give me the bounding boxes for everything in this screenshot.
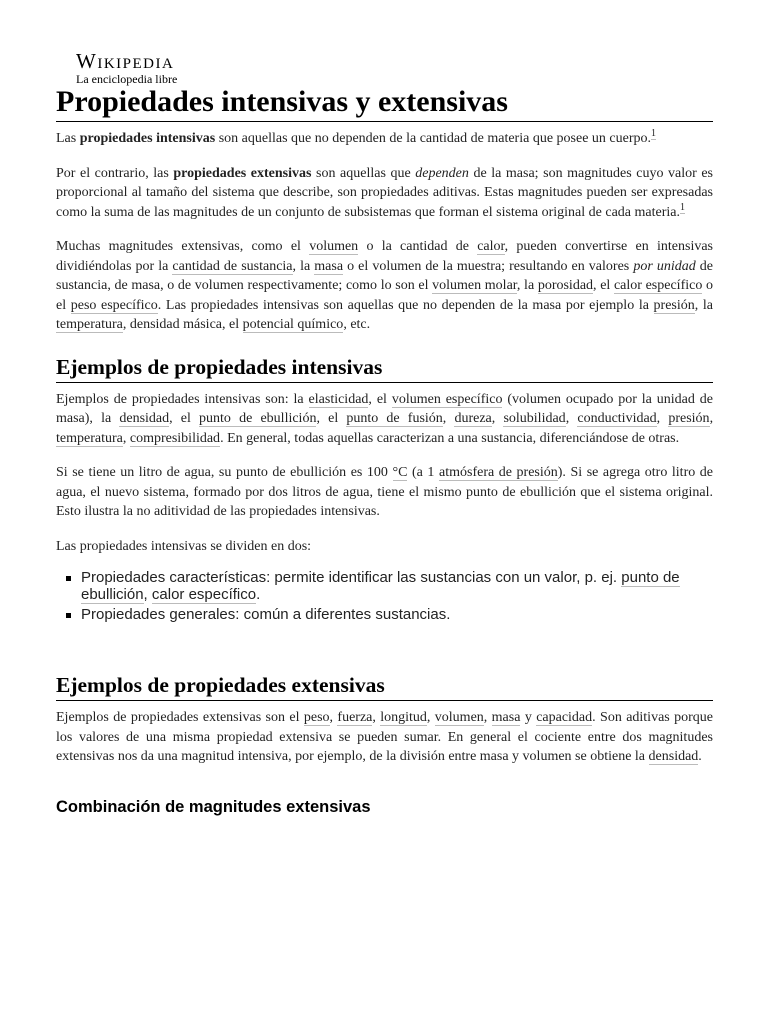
text: son aquellas que <box>311 165 416 181</box>
paragraph-division: Las propiedades intensivas se dividen en dos: <box>56 538 312 554</box>
text: Si se tiene un litro de agua, su punto de ebullición es 100 <box>56 465 393 480</box>
text: ). Si se agrega otro litro de agua, el nuevo sistema, formado por dos litros de agua, tiene el mismo punto de ebullición que el sistema original. Esto ilustra la no aditividad de las propiedades intensivas. <box>56 465 714 519</box>
bold-term: propiedades extensivas <box>173 165 312 181</box>
link-densidad[interactable]: densidad <box>119 411 170 426</box>
link-volumen[interactable]: volumen <box>434 710 484 725</box>
text: , <box>122 430 130 446</box>
text: , <box>709 411 714 426</box>
link-potencial-quimico[interactable]: potencial químico <box>242 317 344 332</box>
paragraph-intro <box>56 129 713 149</box>
intensive-types-list <box>56 569 713 623</box>
text: , el <box>593 278 614 293</box>
logo-wordmark: Wikipedia <box>76 49 175 73</box>
link-elasticidad[interactable]: elasticidad <box>308 391 369 407</box>
reference-link[interactable]: 1 <box>680 201 685 213</box>
text: y <box>520 710 537 725</box>
reference-link[interactable]: 1 <box>651 128 656 140</box>
link-calor-especifico[interactable]: calor específico <box>613 278 703 293</box>
text: , <box>491 411 504 426</box>
text: son aquellas que no dependen de la cantidad de materia que posee un cuerpo. <box>215 131 651 146</box>
link-solubilidad[interactable]: solubilidad <box>503 411 566 426</box>
text: , <box>372 710 381 725</box>
italic-term: por unidad <box>633 258 696 274</box>
text: , <box>656 411 669 426</box>
text: Las <box>56 131 80 146</box>
link-conductividad[interactable]: conductividad <box>577 411 657 426</box>
link-temperatura[interactable]: temperatura <box>56 430 123 446</box>
link-longitud[interactable]: longitud <box>380 710 427 725</box>
link-grado-celsius[interactable]: °C <box>392 465 408 480</box>
link-densidad[interactable]: densidad <box>648 749 699 764</box>
link-masa[interactable]: masa <box>491 710 521 725</box>
text: , el <box>316 411 347 426</box>
wikipedia-logo[interactable] <box>76 50 177 86</box>
link-punto-de-fusion[interactable]: punto de fusión <box>346 411 443 426</box>
logo-tagline: La enciclopedia libre <box>76 72 178 86</box>
link-presion[interactable]: presión <box>668 411 710 426</box>
text: , la <box>292 258 315 274</box>
paragraph-intensive-examples <box>56 390 713 449</box>
text: . En general, todas aquellas caracterizan a una sustancia, diferenciándose de otras. <box>220 430 680 446</box>
text: , el <box>368 391 392 407</box>
link-temperatura[interactable]: temperatura <box>56 317 123 332</box>
text: , etc. <box>343 317 371 332</box>
paragraph-extensive-examples <box>56 708 713 767</box>
link-peso[interactable]: peso <box>303 710 330 725</box>
text: de la masa; son magnitudes cuyo valor es proporcional al tamaño del sistema que describe, son propiedades aditivas. Estas magnitudes pueden ser expresadas como la suma de las magnitudes de un conjunto de subsistemas que forman el sistema original de cada materia. <box>56 165 713 220</box>
link-punto-de-ebullicion[interactable]: punto de ebullición <box>199 411 317 426</box>
text: . Son aditivas porque los valores de una misma propiedad extensiva se pueden sumar. En general el cociente entre dos magnitudes extensivas nos da una magnitud intensiva, por ejemplo, de la división entre masa y volumen se obtiene la <box>56 710 713 764</box>
text: Propiedades características: permite identificar las sustancias con un valor, p. ej. <box>81 569 622 586</box>
article-content <box>56 84 713 818</box>
text: , la <box>694 297 713 313</box>
paragraph-conversion <box>56 237 713 335</box>
text: Muchas magnitudes extensivas, como el <box>56 239 310 254</box>
text: . <box>256 586 261 603</box>
link-masa[interactable]: masa <box>314 258 344 274</box>
italic-term: dependen <box>415 165 469 181</box>
link-punto-de-ebullicion[interactable]: punto de ebullición <box>81 569 680 603</box>
page-title: Propiedades intensivas y extensivas <box>56 84 713 122</box>
text: , <box>565 411 578 426</box>
link-dureza[interactable]: dureza <box>454 411 492 426</box>
text: o la cantidad de <box>358 239 478 254</box>
link-volumen-molar[interactable]: volumen molar <box>432 278 517 293</box>
text: Ejemplos de propiedades extensivas son el <box>56 710 304 725</box>
text: , <box>329 710 338 725</box>
text: Por el contrario, las <box>56 165 174 181</box>
text: o el <box>56 278 714 313</box>
link-cantidad-de-sustancia[interactable]: cantidad de sustancia <box>172 258 293 274</box>
text: , el <box>169 411 200 426</box>
text: , <box>442 411 455 426</box>
link-capacidad[interactable]: capacidad <box>536 710 593 725</box>
link-porosidad[interactable]: porosidad <box>537 278 594 293</box>
list-item: Propiedades generales: común a diferentes sustancias. <box>81 606 713 623</box>
text: , la <box>516 278 538 293</box>
link-volumen-especifico[interactable]: volumen específico <box>391 391 503 407</box>
link-fuerza[interactable]: fuerza <box>337 710 373 725</box>
section-heading-extensivas: Ejemplos de propiedades extensivas <box>56 672 713 701</box>
link-volumen[interactable]: volumen <box>309 239 359 254</box>
text: Ejemplos de propiedades intensivas son: la <box>56 391 309 407</box>
text: , <box>143 586 152 603</box>
link-calor[interactable]: calor <box>477 239 505 254</box>
link-presion[interactable]: presión <box>653 297 695 313</box>
text: . <box>698 749 702 764</box>
paragraph-water-example <box>56 463 713 522</box>
text: (a 1 <box>407 465 439 480</box>
text: (volumen ocupado por la unidad de masa), la <box>56 391 713 426</box>
text: , <box>483 710 492 725</box>
link-compresibilidad[interactable]: compresibilidad <box>129 430 221 446</box>
text: , <box>426 710 435 725</box>
link-peso-especifico[interactable]: peso específico <box>70 297 158 313</box>
text: , densidad másica, el <box>122 317 243 332</box>
bold-term: propiedades intensivas <box>79 131 216 146</box>
text: de sustancia, de masa, o de volumen respectivamente; como lo son el <box>56 258 714 293</box>
link-calor-especifico[interactable]: calor específico <box>151 586 257 603</box>
section-heading-intensivas: Ejemplos de propiedades intensivas <box>56 354 713 383</box>
subsection-heading-combinacion: Combinación de magnitudes extensivas <box>56 797 371 816</box>
text: o el volumen de la muestra; resultando en valores <box>343 258 634 274</box>
text: . Las propiedades intensivas son aquellas que no dependen de la masa por ejemplo la <box>157 297 654 313</box>
text: , pueden convertirse en intensivas dividiéndolas por la <box>56 239 713 274</box>
link-atmosfera-de-presion[interactable]: atmósfera de presión <box>439 465 558 480</box>
list-item <box>81 569 713 603</box>
paragraph-extensive <box>56 164 713 223</box>
